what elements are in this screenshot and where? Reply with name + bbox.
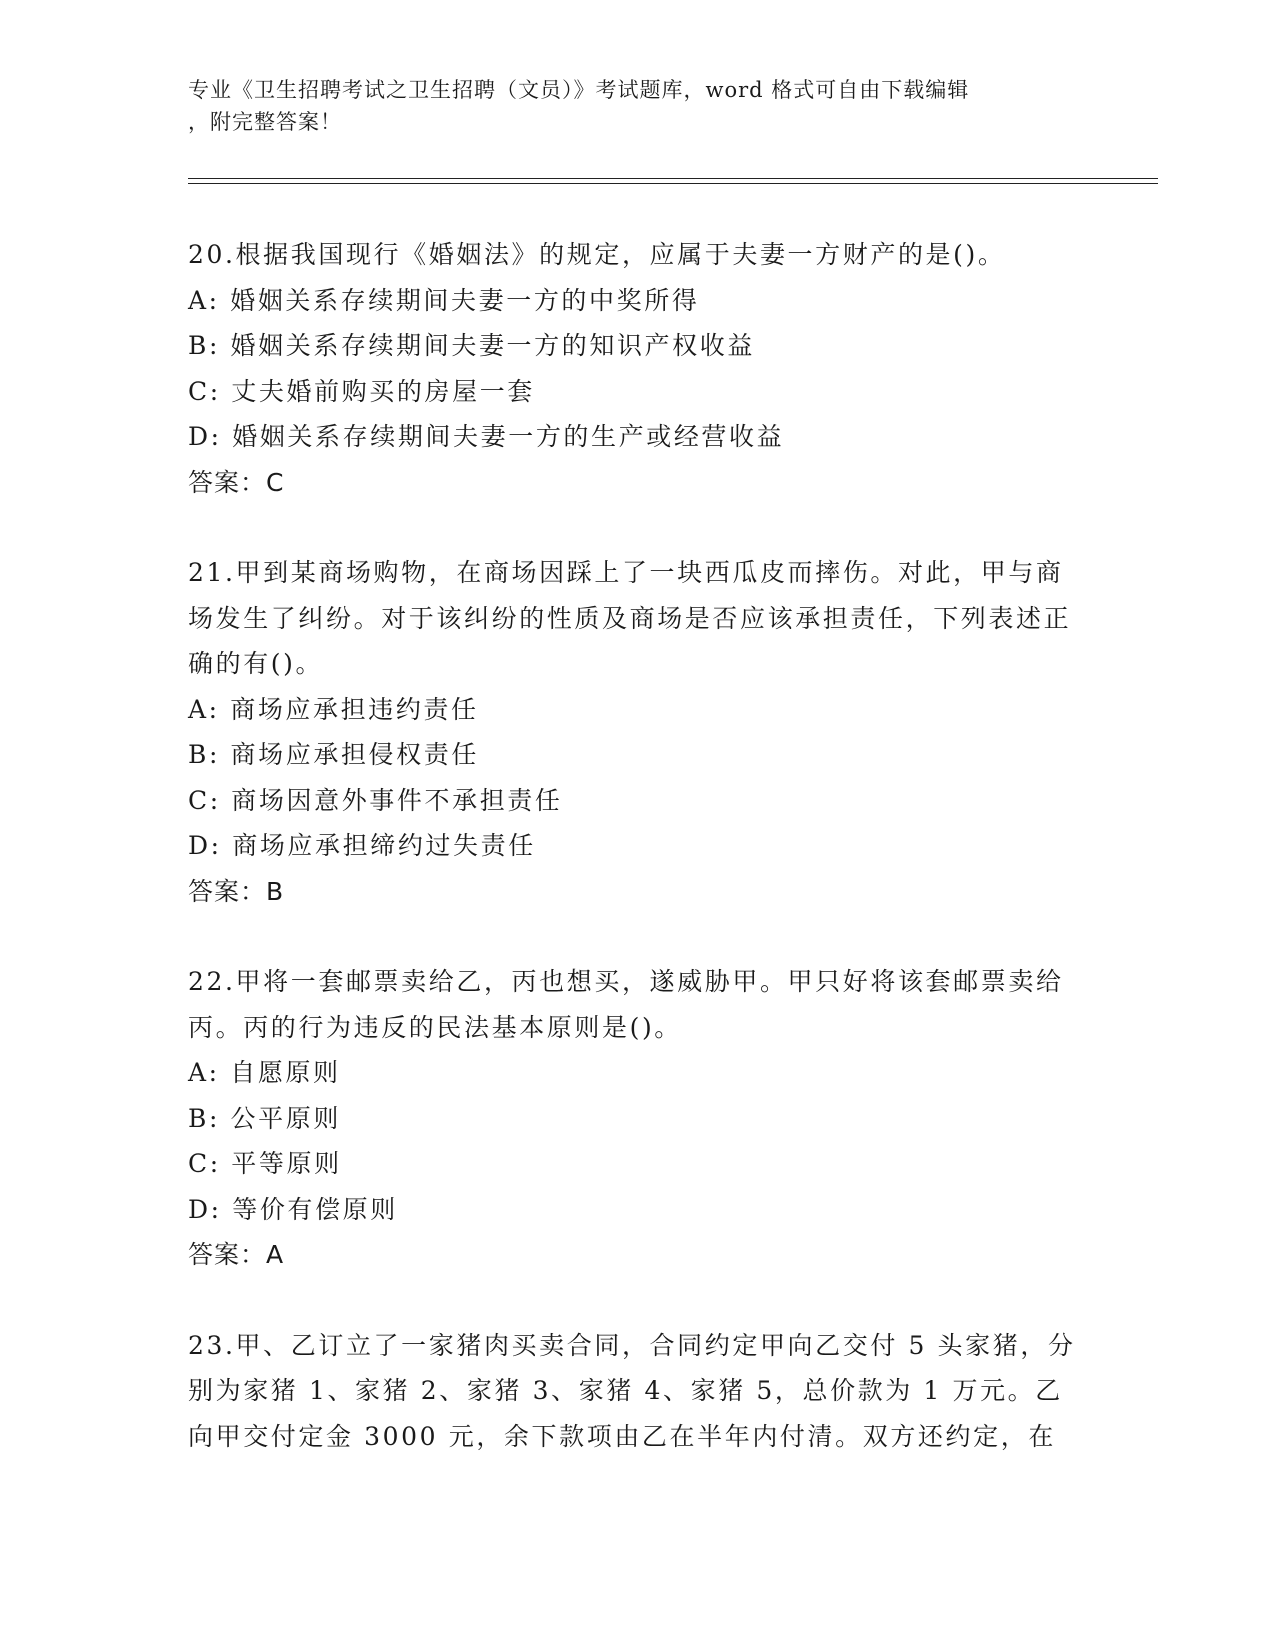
question-stem: 23.甲、乙订立了一家猪肉买卖合同，合同约定甲向乙交付 5 头家猪，分别为家猪 1、家猪 2、家猪 3、家猪 4、家猪 5，总价款为 1 万元。乙向甲交付定金 3000 元，余下款项由乙在半年内付清。双方还约定，在 — [188, 1330, 1076, 1451]
option-b: B: 商场应承担侵权责任 — [188, 740, 479, 769]
option-c: C: 商场因意外事件不承担责任 — [188, 785, 563, 815]
option-b: B: 婚姻关系存续期间夫妻一方的知识产权收益 — [188, 331, 755, 360]
option-d: D: 婚姻关系存续期间夫妻一方的生产或经营收益 — [188, 422, 785, 451]
option-b: B: 公平原则 — [188, 1103, 341, 1133]
header-line-1: 专业《卫生招聘考试之卫生招聘（文员）》考试题库，word 格式可自由下载编辑 — [188, 78, 970, 102]
option-d: D: 等价有偿原则 — [188, 1194, 398, 1224]
option-d: D: 商场应承担缔约过失责任 — [188, 831, 536, 860]
answer-line: 答案：B — [188, 876, 285, 906]
question-list — [188, 232, 1088, 1504]
header-line-2: ，附完整答案！ — [188, 110, 342, 134]
question-stem: 21.甲到某商场购物，在商场因踩上了一块西瓜皮而摔伤。对此，甲与商场发生了纠纷。对于该纠纷的性质及商场是否应该承担责任，下列表述正确的有()。 — [188, 558, 1072, 678]
answer-line: 答案：C — [188, 467, 285, 497]
option-c: C: 丈夫婚前购买的房屋一套 — [188, 376, 535, 406]
header-divider — [188, 178, 1158, 184]
question-stem: 20.根据我国现行《婚姻法》的规定，应属于夫妻一方财产的是()。 — [188, 240, 1006, 269]
option-c: C: 平等原则 — [188, 1149, 342, 1178]
option-a: A: 婚姻关系存续期间夫妻一方的中奖所得 — [188, 285, 700, 315]
answer-line: 答案：A — [188, 1240, 285, 1269]
question-23 — [188, 1323, 1088, 1460]
question-21 — [188, 550, 1088, 914]
option-a: A: 自愿原则 — [188, 1058, 341, 1087]
question-20 — [188, 232, 1088, 505]
option-a: A: 商场应承担违约责任 — [188, 694, 479, 724]
question-stem: 22.甲将一套邮票卖给乙，丙也想买，遂威胁甲。甲只好将该套邮票卖给丙。丙的行为违反的民法基本原则是()。 — [188, 967, 1064, 1042]
document-header — [188, 74, 1088, 138]
question-22 — [188, 959, 1088, 1278]
